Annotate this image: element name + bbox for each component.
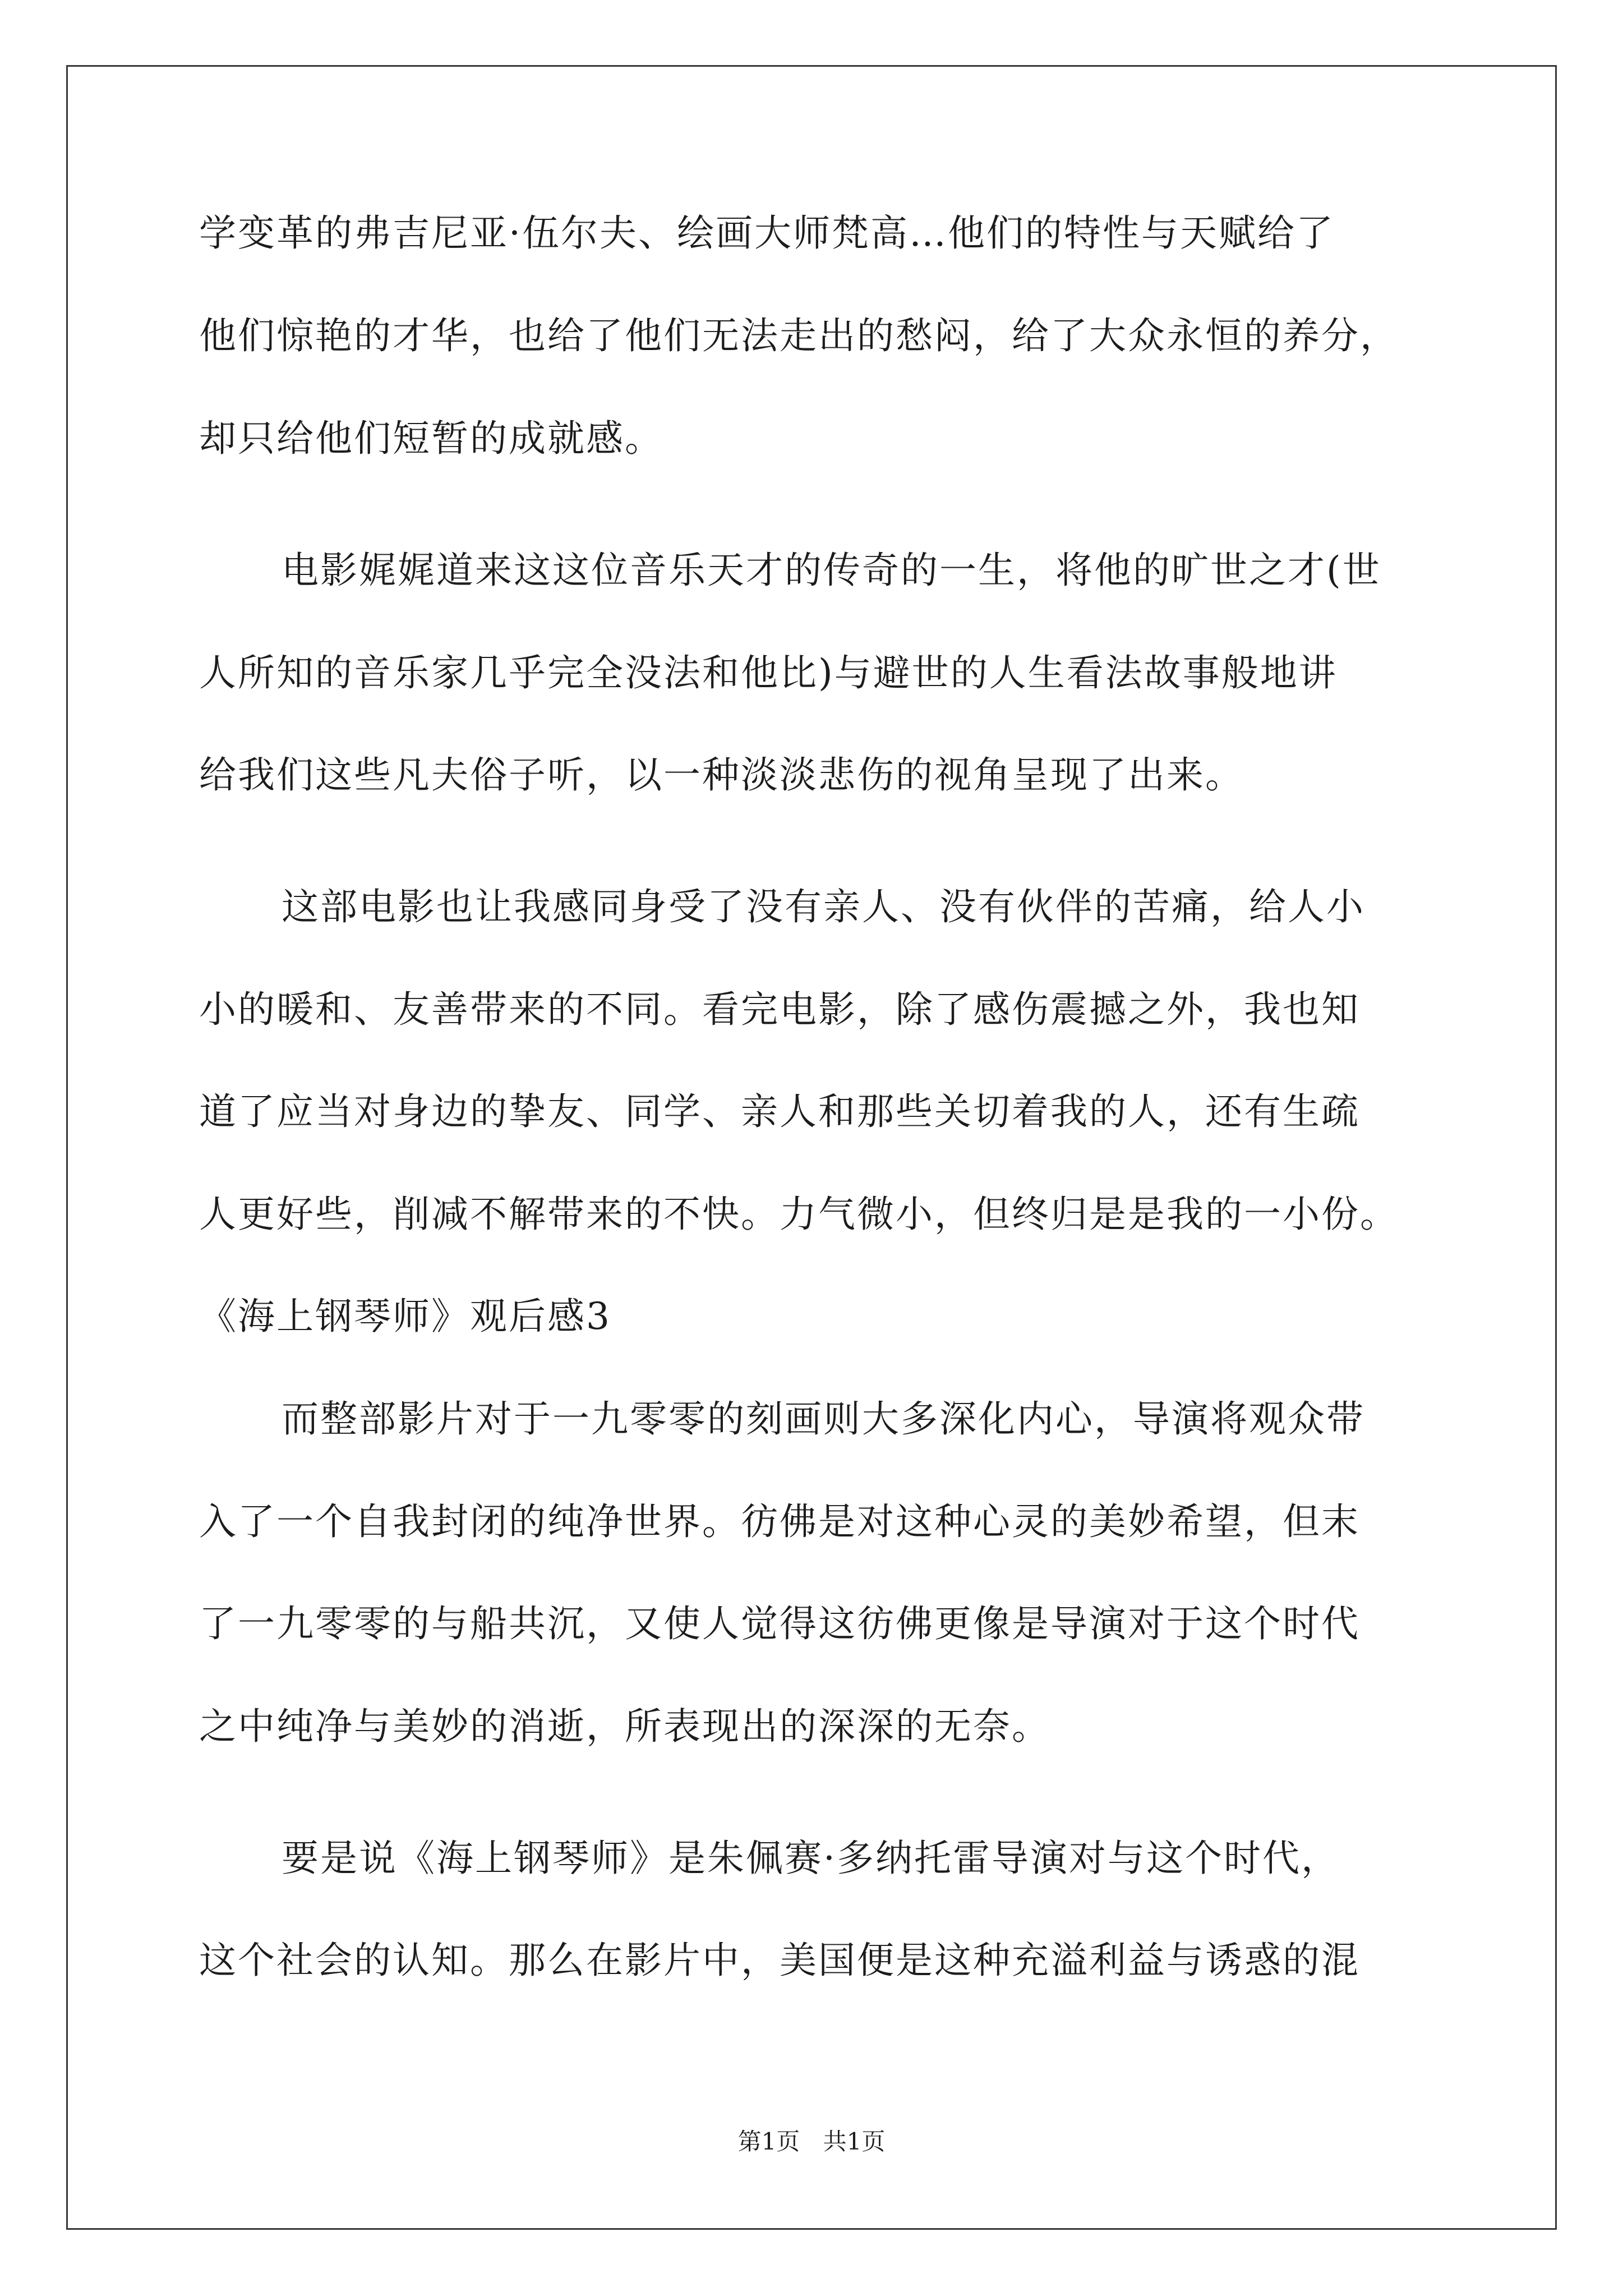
text-line: 这部电影也让我感同身受了没有亲人、没有伙伴的苦痛，给人小 [282, 885, 1365, 928]
text-line: 之中纯净与美妙的消逝，所表现出的深深的无奈。 [199, 1705, 1050, 1748]
text-line: 学变革的弗吉尼亚·伍尔夫、绘画大师梵高…他们的特性与天赋给了 [199, 211, 1335, 255]
text-line: 人所知的音乐家几乎完全没法和他比)与避世的人生看法故事般地讲 [199, 651, 1338, 694]
text-line: 电影娓娓道来这这位音乐天才的传奇的一生，将他的旷世之才(世 [282, 549, 1381, 592]
text-line: 入了一个自我封闭的纯净世界。彷佛是对这种心灵的美妙希望，但末 [199, 1500, 1360, 1543]
page-total: 共1页 [823, 2128, 886, 2155]
section-heading: 《海上钢琴师》观后感3 [199, 1295, 611, 1338]
text-line: 而整部影片对于一九零零的刻画则大多深化内心，导演将观众带 [282, 1397, 1365, 1441]
text-line: 他们惊艳的才华，也给了他们无法走出的愁闷，给了大众永恒的养分， [199, 314, 1399, 357]
text-line: 了一九零零的与船共沉，又使人觉得这彷佛更像是导演对于这个时代 [199, 1602, 1360, 1645]
text-line: 人更好些，削减不解带来的不快。力气微小，但终归是是我的一小份。 [199, 1193, 1399, 1236]
text-line: 这个社会的认知。那么在影片中，美国便是这种充溢利益与诱惑的混 [199, 1939, 1360, 1982]
text-line: 却只给他们短暂的成就感。 [199, 417, 663, 460]
page-number: 第1页 [737, 2128, 800, 2155]
text-line: 小的暖和、友善带来的不同。看完电影，除了感伤震撼之外，我也知 [199, 988, 1360, 1031]
text-line: 给我们这些凡夫俗子听，以一种淡淡悲伤的视角呈现了出来。 [199, 753, 1244, 797]
text-line: 道了应当对身边的挚友、同学、亲人和那些关切着我的人，还有生疏 [199, 1090, 1360, 1133]
page-footer [0, 2123, 1623, 2157]
page-border [66, 65, 1557, 2230]
text-line: 要是说《海上钢琴师》是朱佩赛·多纳托雷导演对与这个时代， [282, 1837, 1340, 1880]
